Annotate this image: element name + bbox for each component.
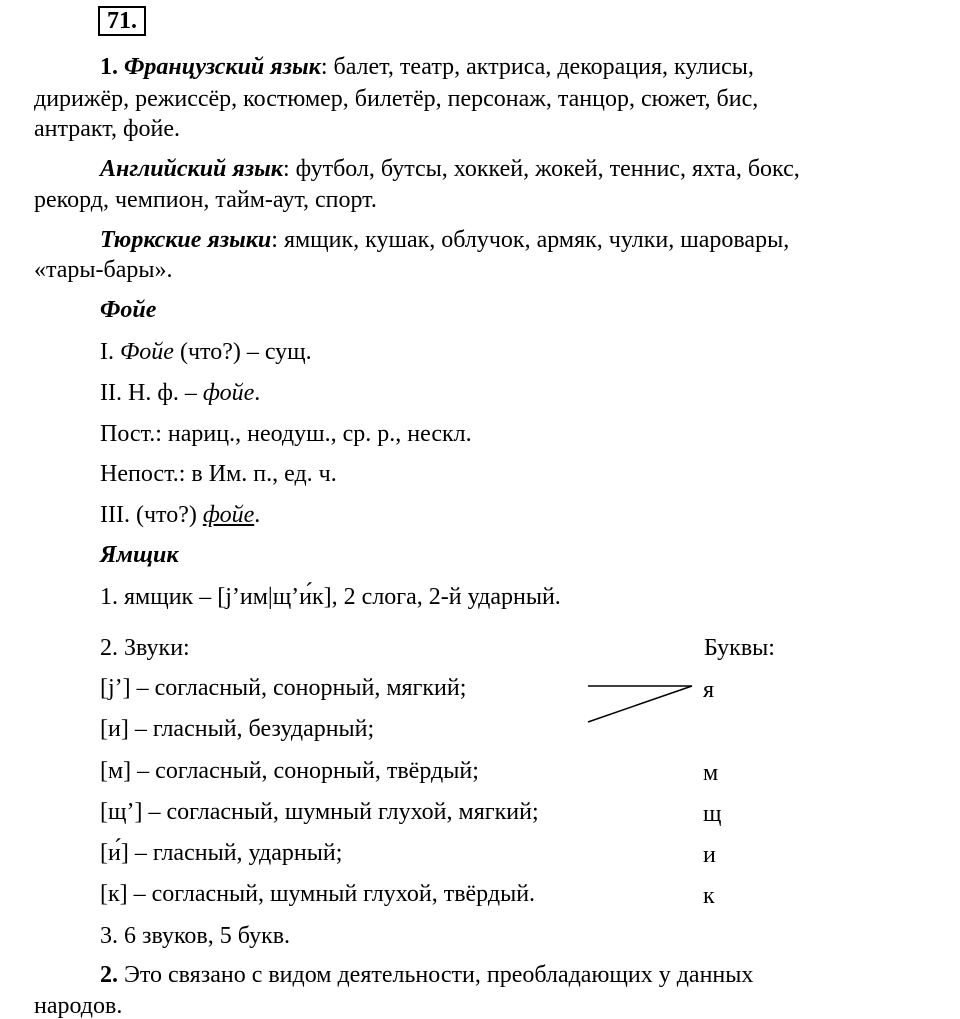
conclusion-line-2: народов. (34, 993, 123, 1019)
turkic-line-2: «тары-бары». (34, 257, 173, 283)
letter-row-1: я (703, 677, 715, 703)
connector-line-i (588, 686, 692, 722)
french-line-3: антракт, фойе. (34, 116, 181, 142)
turkic-words-1: : ямщик, кушак, облучок, армяк, чулки, шаровары, (271, 227, 790, 253)
letter-row-6: к (703, 883, 715, 909)
sound-row-2: [и] – гласный, безударный; (100, 716, 375, 742)
letters-header: Буквы: (704, 635, 775, 661)
letter-row-3: м (703, 760, 719, 786)
conclusion-line-1: 2. Это связано с видом деятельности, преобладающих у данных (100, 962, 754, 988)
foye-line-5: III. (что?) фойе. (100, 502, 261, 528)
exercise-number: 71. (98, 6, 146, 36)
turkic-label: Тюркские языки (100, 227, 272, 253)
sound-row-6: [к] – согласный, шумный глухой, твёрдый. (100, 881, 536, 907)
french-words-1: : балет, театр, актриса, декорация, кулисы, (320, 54, 754, 80)
foye-line-4: Непост.: в Им. п., ед. ч. (100, 461, 337, 487)
letter-row-5: и (703, 842, 716, 868)
sound-row-4: [щ’] – согласный, шумный глухой, мягкий; (100, 799, 539, 825)
yamshchik-line-1: 1. ямщик – [j’им|щ’и́к], 2 слога, 2-й ударный. (100, 584, 561, 610)
yamshchik-line-3: 3. 6 звуков, 5 букв. (100, 923, 291, 949)
foye-line-1: I. Фойе (что?) – сущ. (100, 339, 312, 365)
sound-row-1: [j’] – согласный, сонорный, мягкий; (100, 675, 467, 701)
letter-row-4: щ (703, 801, 722, 827)
sound-row-5: [и́] – гласный, ударный; (100, 840, 343, 866)
foye-heading: Фойе (100, 297, 157, 323)
english-line-2: рекорд, чемпион, тайм-аут, спорт. (34, 187, 377, 213)
sound-row-3: [м] – согласный, сонорный, твёрдый; (100, 758, 479, 784)
yamshchik-heading: Ямщик (100, 542, 179, 568)
item-number-2: 2. (100, 962, 118, 988)
foye-line-3: Пост.: нариц., неодуш., ср. р., нескл. (100, 421, 472, 447)
foye-line-2: II. Н. ф. – фойе. (100, 380, 261, 406)
english-words-1: : футбол, бутсы, хоккей, жокей, теннис, яхта, бокс, (282, 156, 800, 182)
french-line-2: дирижёр, режиссёр, костюмер, билетёр, персонаж, танцор, сюжет, бис, (34, 86, 759, 112)
french-label: Французский язык (124, 54, 321, 80)
english-label: Английский язык (100, 156, 283, 182)
item-number-1: 1. (100, 54, 118, 80)
sounds-header: 2. Звуки: (100, 635, 190, 661)
